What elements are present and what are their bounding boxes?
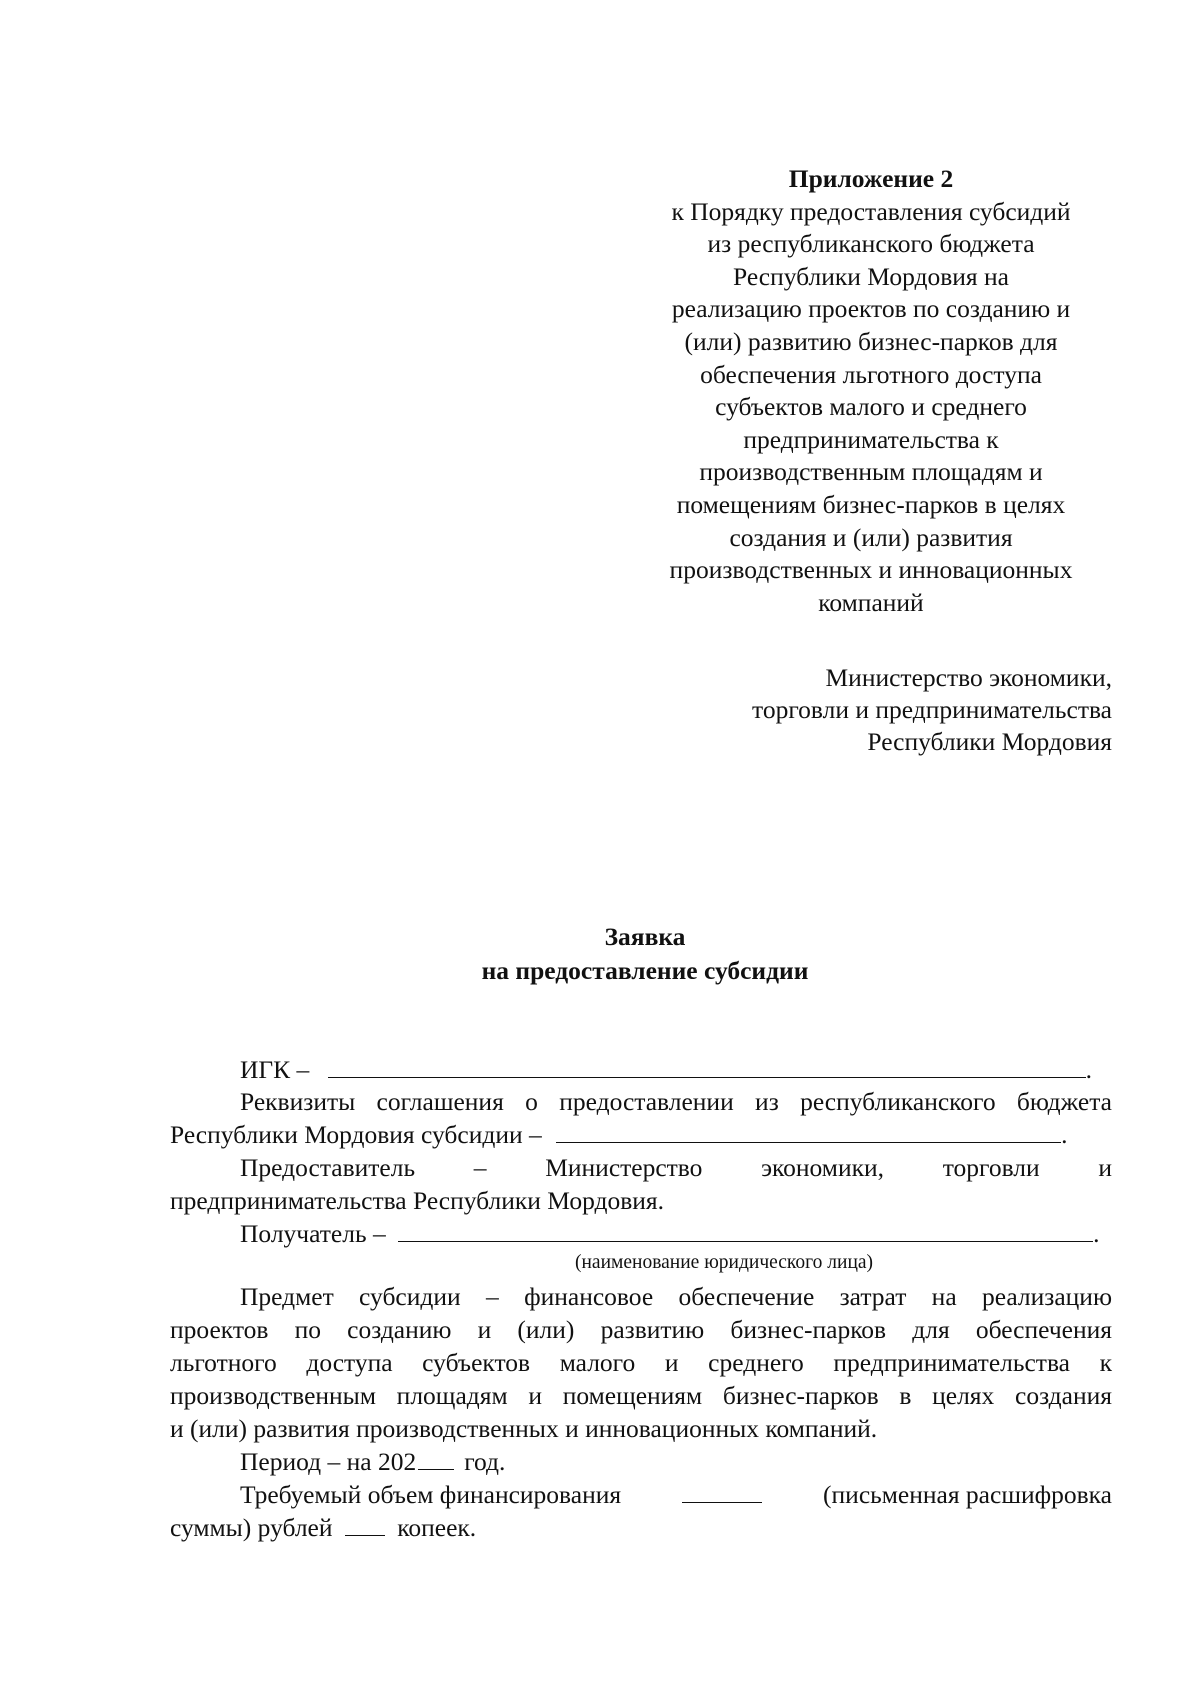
igk-label: ИГК –: [240, 1055, 310, 1084]
document-title-block: [0, 920, 1200, 988]
agreement-line-1: Реквизиты соглашения о предоставлении из республиканского бюджета: [240, 1087, 1112, 1116]
funding-row: [240, 1480, 1112, 1510]
funding-row-2: [170, 1513, 476, 1543]
provider-word: торговли: [942, 1153, 1040, 1182]
agreement-period: .: [1061, 1120, 1068, 1149]
subject-line: производственным площадям и помещениям бизнес-парков в целях создания: [170, 1381, 1112, 1410]
provider-label: Предоставитель: [240, 1153, 416, 1182]
funding-line2-suffix: копеек.: [397, 1513, 477, 1542]
document-title: Заявка: [604, 922, 686, 951]
period-prefix: Период – на 202: [240, 1447, 417, 1476]
funding-suffix: (письменная расшифровка: [823, 1480, 1112, 1509]
appendix-line: обеспечения льготного доступа: [700, 359, 1042, 389]
recipient-period: .: [1093, 1219, 1100, 1248]
subject-line-last: и (или) развития производственных и инновационных компаний.: [170, 1414, 878, 1443]
appendix-line: производственным площадям и: [699, 457, 1043, 487]
appendix-line: Республики Мордовия на: [733, 261, 1009, 291]
funding-amount-input-line[interactable]: [682, 1480, 762, 1503]
funding-line2-prefix: суммы) рублей: [170, 1513, 333, 1542]
igk-input-line[interactable]: [328, 1055, 1086, 1078]
addressee-line: торговли и предпринимательства: [752, 695, 1112, 724]
funding-prefix: Требуемый объем финансирования: [240, 1480, 622, 1509]
subject-line: льготного доступа субъектов малого и среднего предпринимательства к: [170, 1348, 1112, 1377]
addressee-block: [640, 662, 1112, 758]
document-subtitle: на предоставление субсидии: [481, 956, 809, 985]
agreement-label: Республики Мордовия субсидии –: [170, 1120, 542, 1149]
recipient-label: Получатель –: [240, 1219, 386, 1248]
appendix-line: из республиканского бюджета: [707, 229, 1035, 259]
provider-line-2: предпринимательства Республики Мордовия.: [170, 1186, 665, 1215]
provider-row: [240, 1153, 1112, 1183]
appendix-line: компаний: [818, 587, 924, 617]
period-suffix: год.: [464, 1447, 506, 1476]
kopecks-input-line[interactable]: [345, 1513, 385, 1536]
appendix-line: к Порядку предоставления субсидий: [671, 196, 1071, 226]
provider-word: и: [1098, 1153, 1112, 1182]
appendix-line: производственных и инновационных: [669, 555, 1073, 585]
provider-word: экономики,: [761, 1153, 885, 1182]
period-row: [240, 1447, 505, 1477]
appendix-line: помещениям бизнес-парков в целях: [676, 489, 1066, 519]
appendix-header: [646, 163, 1096, 619]
agreement-input-line[interactable]: [556, 1120, 1061, 1143]
appendix-line: предпринимательства к: [743, 424, 999, 454]
provider-dash: –: [473, 1153, 487, 1182]
addressee-line: Министерство экономики,: [825, 663, 1112, 692]
recipient-input-line[interactable]: [398, 1219, 1093, 1242]
addressee-line: Республики Мордовия: [867, 727, 1112, 756]
subject-line: Предмет субсидии – финансовое обеспечение затрат на реализацию: [240, 1282, 1112, 1311]
recipient-note: (наименование юридического лица): [575, 1252, 874, 1273]
appendix-title: Приложение 2: [788, 164, 954, 193]
appendix-line: реализацию проектов по созданию и: [671, 294, 1071, 324]
provider-word: Министерство: [545, 1153, 703, 1182]
igk-period: .: [1085, 1055, 1093, 1084]
appendix-line: (или) развитию бизнес-парков для: [684, 326, 1058, 356]
period-year-input-line[interactable]: [418, 1447, 454, 1470]
appendix-line: создания и (или) развития: [729, 522, 1013, 552]
igk-row: [240, 1055, 1110, 1085]
recipient-row: [240, 1219, 1110, 1249]
agreement-row: [170, 1120, 1110, 1150]
subject-line: проектов по созданию и (или) развитию бизнес-парков для обеспечения: [170, 1315, 1112, 1344]
appendix-line: субъектов малого и среднего: [715, 392, 1027, 422]
